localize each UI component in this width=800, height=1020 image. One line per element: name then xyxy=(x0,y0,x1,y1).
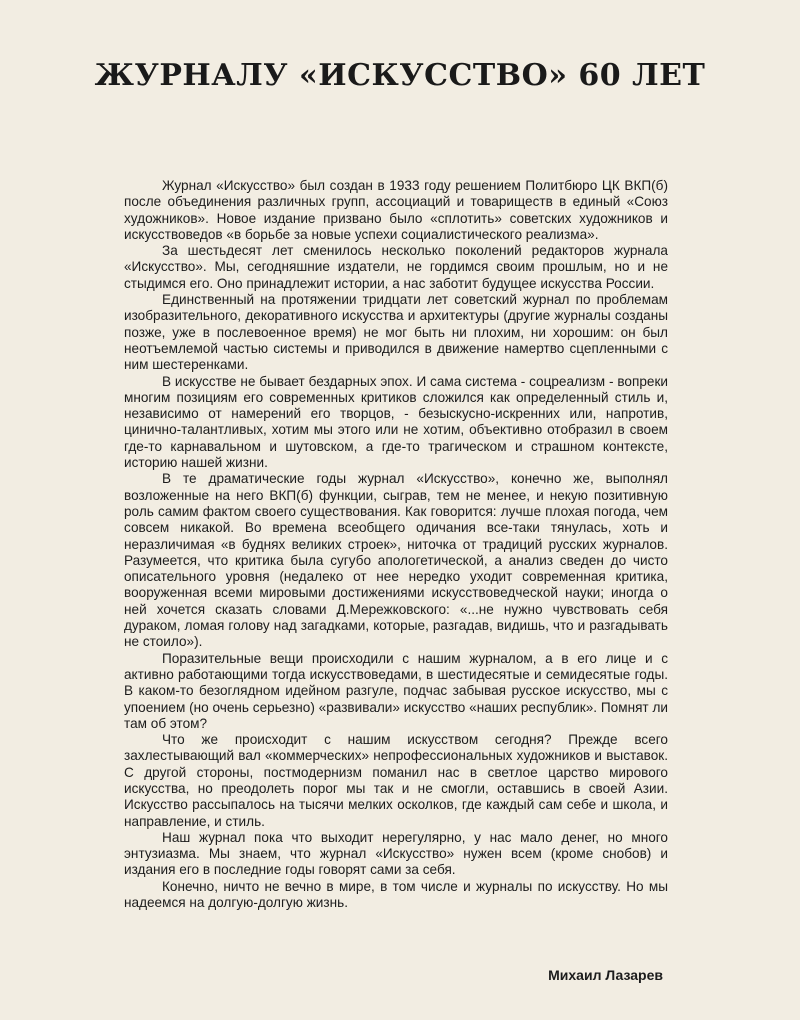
paragraph: Поразительные вещи происходили с нашим журналом, а в его лице и с активно работающими тогда искусствоведами, в шестидесятые и семидесятые годы. В каком-то безоглядном идейном разгуле, подчас забывая русское искусство, мы с упоением (но очень серьезно) «развивали» искусство «наших республик». Помнят ли там об этом? xyxy=(124,650,668,731)
paragraph: Наш журнал пока что выходит нерегулярно, у нас мало денег, но много энтузиазма. Мы знаем, что журнал «Искусство» нужен всем (кроме снобов) и издания его в последние годы говорят сами за себя. xyxy=(124,829,668,878)
paragraph: Журнал «Искусство» был создан в 1933 году решением Политбюро ЦК ВКП(б) после объединения различных групп, ассоциаций и товариществ в единый «Союз художников». Новое издание призвано было «сплотить» советских художников и искусствоведов «в борьбе за новые успехи социалистического реализма». xyxy=(124,178,668,242)
paragraph: Конечно, ничто не вечно в мире, в том числе и журналы по искусству. Но мы надеемся на долгую-долгую жизнь. xyxy=(124,878,668,911)
paragraph: В те драматические годы журнал «Искусство», конечно же, выполнял возложенные на него ВКП(б) функции, сыграв, тем не менее, и некую позитивную роль самим фактом своего существования. Как говорится: лучше плохая погода, чем совсем никакой. Во времена всеобщего одичания все-таки тянулась, хоть и неразличимая «в буднях великих строек», ниточка от традиций русских журналов. Разумеется, что критика была сугубо апологетической, а анализ сведен до чисто описательного уровня (недалеко от нее нередко уходит современная критика, вооруженная всеми мировыми достижениями искусствоведческой науки; иногда о ней хочется сказать словами Д.Мережковского: «...не нужно чувствовать себя дураком, ломая голову над загадками, которые, разгадав, видишь, что и разгадывать не стоило»). xyxy=(124,471,668,650)
paragraph: В искусстве не бывает бездарных эпох. И сама система - соцреализм - вопреки многим позициям его современных критиков сложился как определенный стиль и, независимо от намерений его творцов, - безыскусно-искренних или, напротив, цинично-талантливых, хотим мы этого или не хотим, объективно отобразил в своем где-то карнавальном и шутовском, а где-то трагическом и страшном контексте, историю нашей жизни. xyxy=(124,373,668,471)
page-title: ЖУРНАЛУ «ИСКУССТВО» 60 ЛЕТ xyxy=(94,58,706,93)
article-body xyxy=(124,178,668,911)
paragraph: Единственный на протяжении тридцати лет советский журнал по проблемам изобразительного, декоративного искусства и архитектуры (другие журналы созданы позже, уже в послевоенное время) не мог быть ни плохим, ни хорошим: он был неотъемлемой частью системы и приводился в движение намертво сцепленными с ним шестеренками. xyxy=(124,292,668,373)
paragraph: Что же происходит с нашим искусством сегодня? Прежде всего захлестывающий вал «коммерческих» непрофессиональных художников и выставок. С другой стороны, постмодернизм поманил нас в светлое царство мирового искусства, но преодолеть порог мы так и не смогли, оставшись в своей Азии. Искусство рассыпалось на тысячи мелких осколков, где каждый сам себе и школа, и направление, и стиль. xyxy=(124,732,668,829)
paragraph: За шестьдесят лет сменилось несколько поколений редакторов журнала «Искусство». Мы, сегодняшние издатели, не гордимся своим прошлым, но и не стыдимся его. Оно принадлежит истории, а нас заботит будущее искусства России. xyxy=(124,243,668,291)
author-signature: Михаил Лазарев xyxy=(548,967,663,983)
